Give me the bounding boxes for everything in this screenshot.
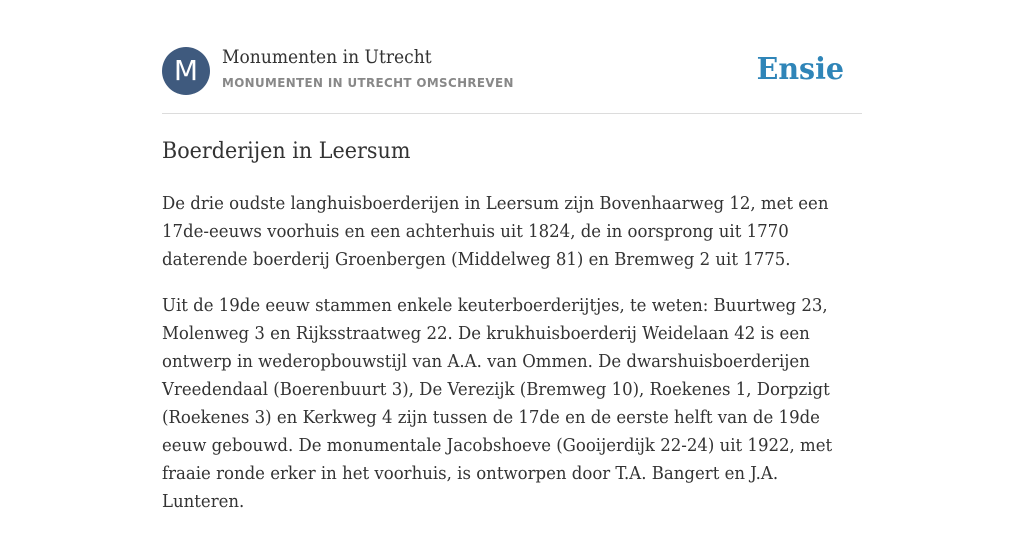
brand-logo[interactable]: Ensie <box>756 52 844 87</box>
article-paragraph: De drie oudste langhuisboerderijen in Leersum zijn Bovenhaarweg 12, met een 17de-eeuws voorhuis en een achterhuis uit 1824, de in oorsprong uit 1770 daterende boerderij Groenbergen (Middelweg 81) en Bremweg 2 uit 1775. <box>162 194 829 270</box>
article-body <box>162 190 862 534</box>
page-container <box>162 0 862 512</box>
site-title[interactable]: Monumenten in Utrecht <box>222 46 432 68</box>
article-title: Boerderijen in Leersum <box>162 139 411 164</box>
article-paragraph: Uit de 19de eeuw stammen enkele keuterboerderijtjes, te weten: Buurtweg 23, Molenweg 3 en Rijksstraatweg 22. De krukhuisboerderij Weidelaan 42 is een ontwerp in wederopbouwstijl van A.A. van Ommen. De dwarshuisboerderijen Vreedendaal (Boerenbuurt 3), De Verezijk (Bremweg 10), Roekenes 1, Dorpzigt (Roekenes 3) en Kerkweg 4 zijn tussen de 17de en de eerste helft van de 19de eeuw gebouwd. De monumentale Jacobshoeve (Gooijerdijk 22-24) uit 1922, met fraaie ronde erker in het voorhuis, is ontworpen door T.A. Bangert en J.A. Lunteren. <box>162 296 833 512</box>
page-header <box>162 0 862 114</box>
site-subtitle: MONUMENTEN IN UTRECHT OMSCHREVEN <box>222 75 514 90</box>
avatar[interactable]: M <box>162 47 210 95</box>
